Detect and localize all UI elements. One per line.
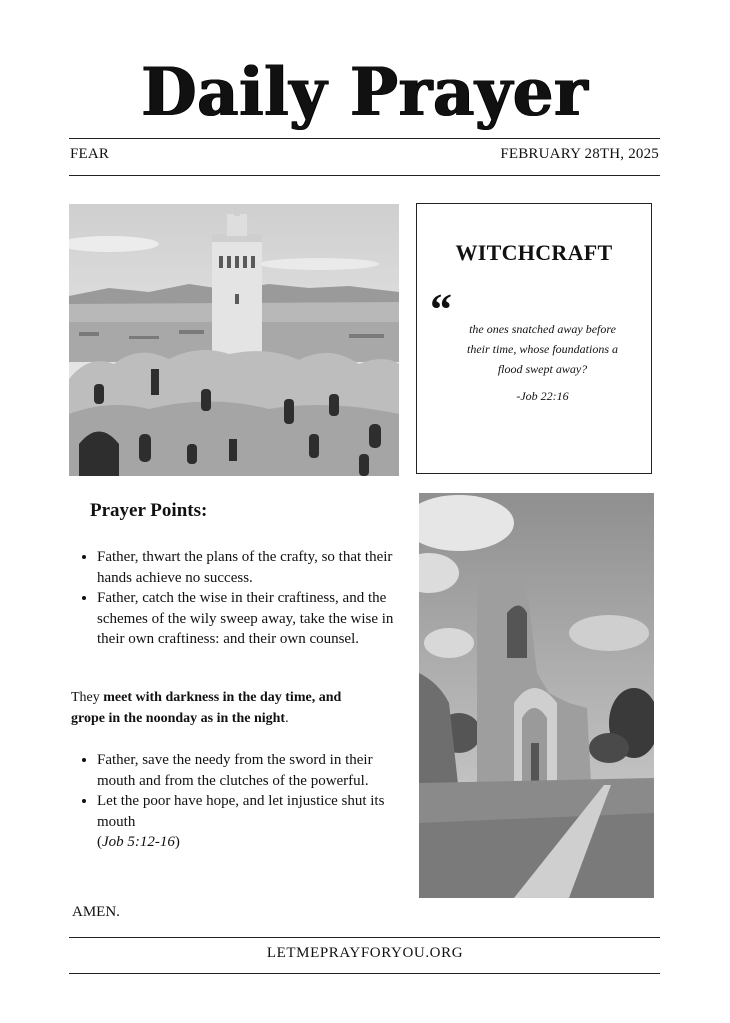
list-item: • Father, save the needy from the sword in their mouth and from the clutches of the powerful. [97, 750, 407, 791]
quote-text: the ones snatched away before their time, whose foundations a flood swept away? [467, 322, 618, 376]
quote-box [416, 203, 652, 474]
list-item [97, 791, 407, 853]
paragraph-bold: meet with darkness in the day time, and grope in the noonday as in the night [71, 690, 342, 726]
footer-site: LETMEPRAYFORYOU.ORG [266, 945, 464, 961]
list-item: • Father, catch the wise in their craftiness, and the schemes of the wily sweep away, take the wise in their own craftiness: and their own counsel. [97, 588, 407, 650]
quote-mark-icon: “ [430, 285, 452, 334]
ref-close: ) [174, 834, 180, 850]
header-rule-bottom [69, 175, 660, 176]
footer-rule-top [69, 937, 660, 938]
date-label: FEBRUARY 28TH, 2025 [500, 146, 659, 162]
scripture-paragraph [71, 688, 371, 729]
scripture-reference: Job 5:12-16 [102, 834, 175, 850]
paragraph-lead: They [71, 690, 104, 705]
topic-label: FEAR [70, 146, 110, 162]
quote-reference: -Job 22:16 [516, 389, 569, 403]
list-item: • Father, thwart the plans of the crafty, so that their hands achieve no success. [97, 547, 407, 588]
page-title: Daily Prayer [141, 53, 589, 131]
abbey-photo [419, 493, 654, 898]
footer-rule-bottom [69, 973, 660, 974]
prayer-points-list-b [71, 750, 407, 853]
header-rule-top [69, 138, 660, 139]
quote-heading: WITCHCRAFT [455, 240, 613, 265]
ref-open: ( [97, 834, 102, 850]
paragraph-end: . [285, 710, 289, 726]
amen-text: AMEN. [72, 904, 120, 920]
village-photo [69, 204, 399, 476]
prayer-points-list-a [71, 547, 407, 650]
prayer-points-heading: Prayer Points: [90, 500, 208, 521]
list-item-text: Let the poor have hope, and let injustice shut its mouth [97, 793, 385, 830]
